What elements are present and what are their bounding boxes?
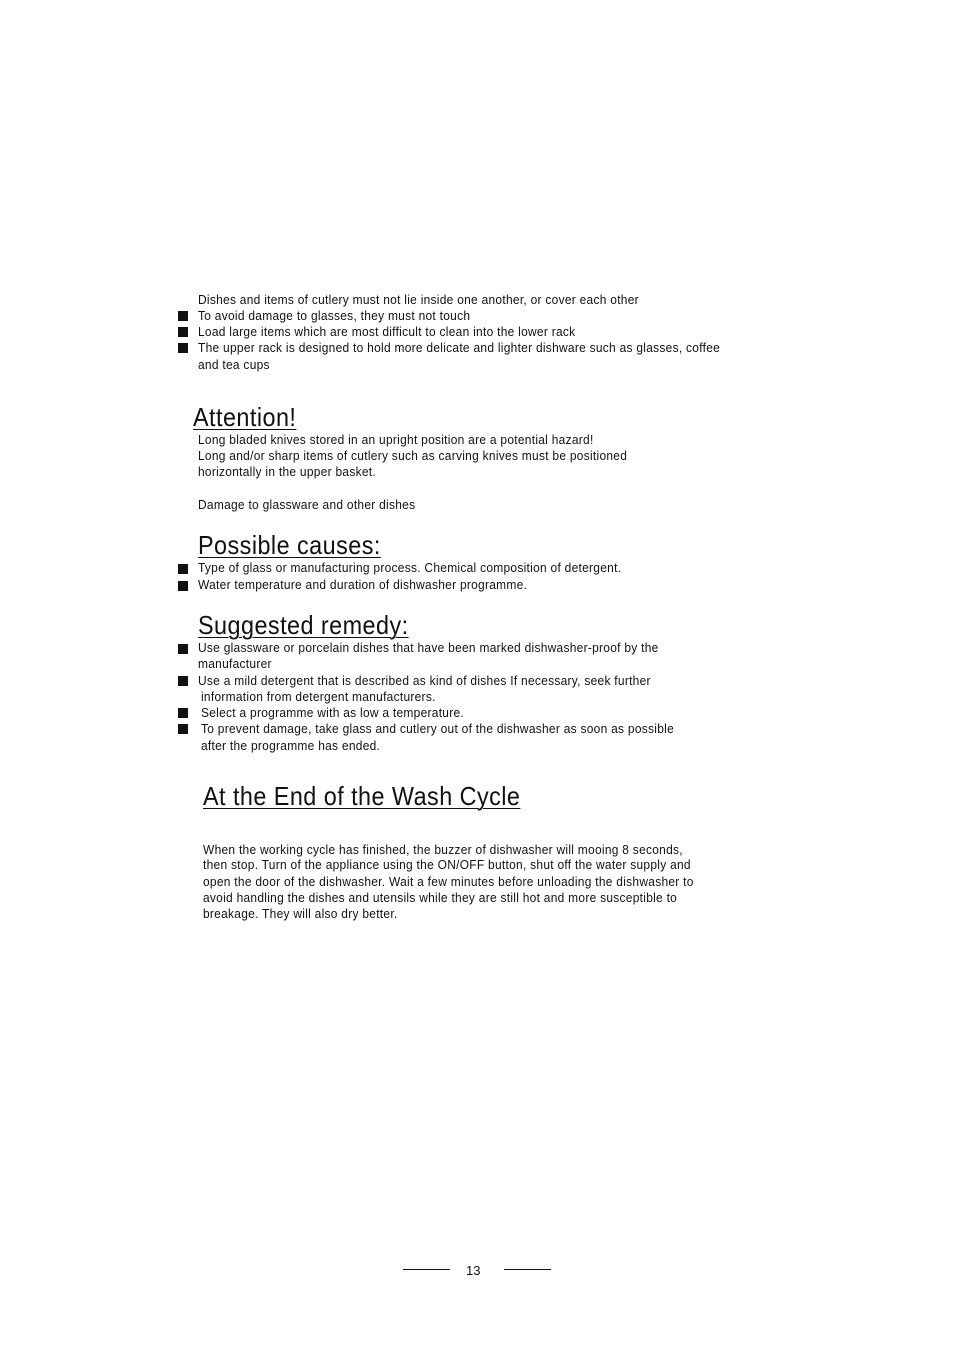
remedy-line: information from detergent manufacturers. (201, 689, 436, 704)
attention-line: horizontally in the upper basket. (198, 464, 376, 479)
causes-line: Type of glass or manufacturing process. Chemical composition of detergent. (198, 560, 622, 575)
remedy-line: after the programme has ended. (201, 738, 381, 753)
remedy-line: Use a mild detergent that is described as kind of dishes If necessary, seek further (198, 673, 651, 688)
loading-line: Load large items which are most difficult to clean into the lower rack (198, 324, 576, 339)
end-cycle-line: avoid handling the dishes and utensils while they are still hot and more susceptible to (203, 890, 678, 905)
remedy-line: Use glassware or porcelain dishes that have been marked dishwasher-proof by the (198, 640, 659, 655)
bullet-square-icon (178, 676, 188, 686)
loading-line: To avoid damage to glasses, they must not touch (198, 308, 471, 323)
causes-heading: Possible causes: (198, 530, 381, 560)
bullet-square-icon (178, 644, 188, 654)
damage-line: Damage to glassware and other dishes (198, 497, 416, 512)
footer-rule-right (504, 1269, 551, 1270)
remedy-heading: Suggested remedy: (198, 610, 409, 640)
causes-line: Water temperature and duration of dishwasher programme. (198, 577, 528, 592)
attention-line: Long and/or sharp items of cutlery such as carving knives must be positioned (198, 448, 628, 463)
bullet-square-icon (178, 708, 188, 718)
loading-line: The upper rack is designed to hold more delicate and lighter dishware such as glasses, coffee (198, 340, 721, 355)
bullet-square-icon (178, 724, 188, 734)
end-cycle-heading: At the End of the Wash Cycle (203, 781, 521, 811)
bullet-square-icon (178, 343, 188, 353)
remedy-line: Select a programme with as low a temperature. (201, 705, 465, 720)
bullet-square-icon (178, 564, 188, 574)
end-cycle-line: When the working cycle has finished, the buzzer of dishwasher will mooing 8 seconds, (203, 842, 683, 857)
loading-line: and tea cups (198, 357, 270, 372)
footer-rule-left (403, 1269, 450, 1270)
page-number: 13 (466, 1263, 481, 1278)
bullet-square-icon (178, 327, 188, 337)
end-cycle-line: breakage. They will also dry better. (203, 906, 398, 921)
end-cycle-line: then stop. Turn of the appliance using the ON/OFF button, shut off the water supply and (203, 857, 691, 872)
remedy-line: manufacturer (198, 656, 272, 671)
loading-line: Dishes and items of cutlery must not lie inside one another, or cover each other (198, 292, 639, 307)
attention-heading: Attention! (193, 402, 297, 432)
bullet-square-icon (178, 581, 188, 591)
bullet-square-icon (178, 311, 188, 321)
attention-line: Long bladed knives stored in an upright position are a potential hazard! (198, 432, 594, 447)
remedy-line: To prevent damage, take glass and cutlery out of the dishwasher as soon as possible (201, 721, 675, 736)
end-cycle-line: open the door of the dishwasher. Wait a few minutes before unloading the dishwasher to (203, 874, 694, 889)
